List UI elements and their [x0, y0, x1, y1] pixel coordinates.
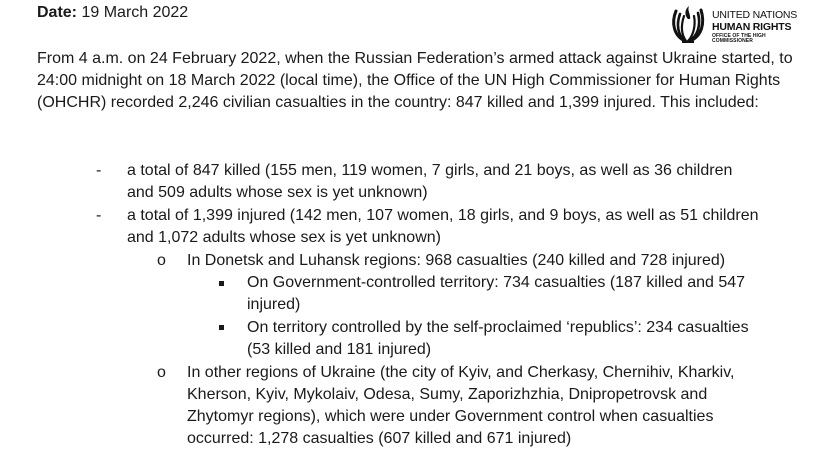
un-emblem-icon — [668, 3, 706, 45]
list-item-other-regions-line1: In other regions of Ukraine (the city of Kyiv, and Cherkasy, Chernihiv, Kharkiv, — [187, 364, 735, 381]
logo-line-hr: HUMAN RIGHTS — [712, 20, 792, 33]
list-item-injured-line1: a total of 1,399 injured (142 men, 107 women, 18 girls, and 9 boys, as well as 51 children — [127, 207, 759, 224]
circle-bullet: o — [157, 364, 166, 381]
dash-bullet: - — [96, 162, 102, 179]
un-human-rights-logo — [668, 3, 808, 45]
list-item-republics-line1: On territory controlled by the self-proclaimed ‘republics’: 234 casualties — [247, 319, 749, 336]
list-item-donetsk-luhansk: In Donetsk and Luhansk regions: 968 casualties (240 killed and 728 injured) — [187, 252, 726, 269]
square-bullet — [219, 325, 224, 330]
list-item-republics-line2: (53 killed and 181 injured) — [247, 341, 432, 358]
list-item-killed-line1: a total of 847 killed (155 men, 119 women, 7 girls, and 21 boys, as well as 36 children — [127, 162, 733, 179]
logo-text — [712, 10, 808, 44]
list-item-killed-line2: and 509 adults whose sex is yet unknown) — [127, 184, 428, 201]
intro-paragraph: From 4 a.m. on 24 February 2022, when the Russian Federation’s armed attack against Ukraine started, to 24:00 midnight on 18 March 2022 (local time), the Office of the UN High Commissioner for Human Rights (OHCHR) recorded 2,246 civilian casualties in the country: 847 killed and 1,399 injured. This included: — [37, 50, 793, 111]
list-item-other-regions-line3: Zhytomyr regions), which were under Government control when casualties — [187, 408, 714, 425]
date-line — [37, 4, 188, 22]
dash-bullet: - — [96, 207, 102, 224]
square-bullet — [219, 281, 224, 286]
list-item-other-regions-line2: Kherson, Kyiv, Mykolaiv, Odesa, Sumy, Zaporizhzhia, Dnipropetrovsk and — [187, 386, 708, 403]
list-item-other-regions-line4: occurred: 1,278 casualties (607 killed and 671 injured) — [187, 430, 572, 447]
logo-line-office: OFFICE OF THE HIGH COMMISSIONER — [712, 33, 766, 44]
list-item-injured-line2: and 1,072 adults whose sex is yet unknown) — [127, 229, 441, 246]
date-label: Date: — [37, 4, 78, 21]
circle-bullet: o — [157, 252, 166, 269]
list-item-gov-controlled-line2: injured) — [247, 296, 301, 313]
list-item-gov-controlled-line1: On Government-controlled territory: 734 casualties (187 killed and 547 — [247, 274, 746, 291]
logo-line-un: UNITED NATIONS — [712, 9, 798, 21]
date-value: 19 March 2022 — [81, 4, 189, 21]
